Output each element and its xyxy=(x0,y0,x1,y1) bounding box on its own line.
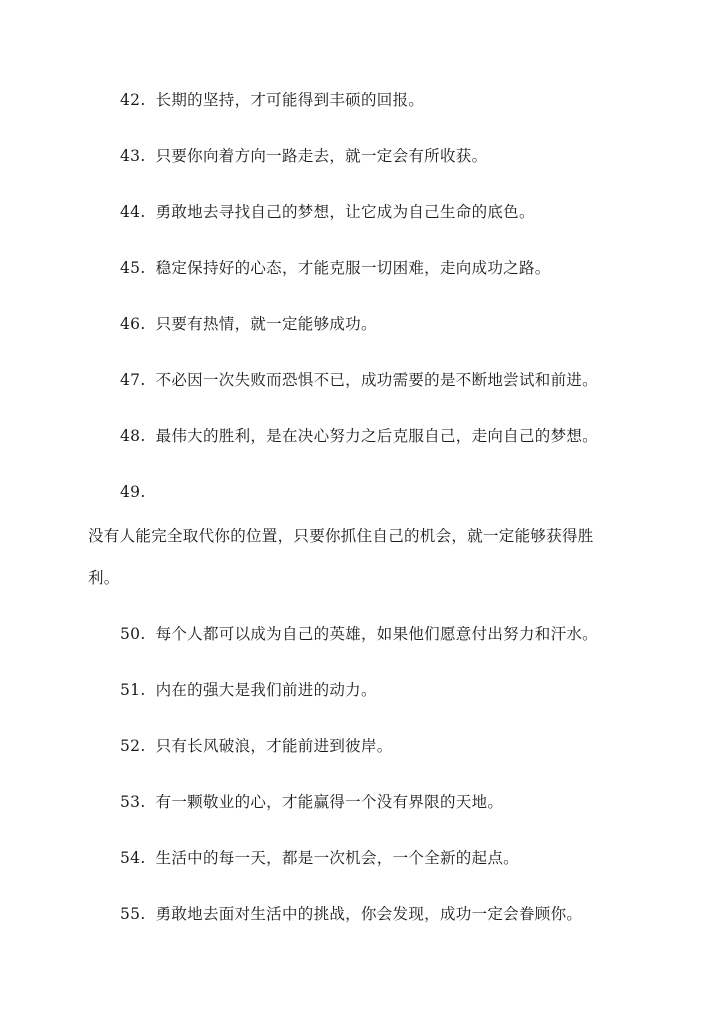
item-text: 只要有热情，就一定能够成功。 xyxy=(155,315,377,333)
item-number: 46. xyxy=(120,315,146,333)
item-number: 45. xyxy=(120,259,146,277)
item-text: 勇敢地去寻找自己的梦想，让它成为自己生命的底色。 xyxy=(155,203,535,221)
item-text: 不必因一次失败而恐惧不已，成功需要的是不断地尝试和前进。 xyxy=(155,371,598,389)
item-text: 勇敢地去面对生活中的挑战，你会发现，成功一定会眷顾你。 xyxy=(155,905,583,923)
item-number: 49. xyxy=(120,483,146,501)
list-item xyxy=(120,314,377,334)
item-number: 55. xyxy=(120,905,146,923)
list-item xyxy=(120,848,519,868)
list-item-wrapped-line-2: 利。 xyxy=(88,569,120,587)
list-item xyxy=(120,146,487,166)
list-item xyxy=(120,90,424,110)
item-number: 50. xyxy=(120,625,146,643)
list-item xyxy=(120,904,582,924)
item-text: 生活中的每一天，都是一次机会，一个全新的起点。 xyxy=(155,849,519,867)
item-text: 有一颗敬业的心，才能赢得一个没有界限的天地。 xyxy=(155,793,504,811)
list-item xyxy=(120,624,598,644)
item-number: 44. xyxy=(120,203,146,221)
item-number: 47. xyxy=(120,371,146,389)
item-text: 只要你向着方向一路走去，就一定会有所收获。 xyxy=(155,147,488,165)
item-text: 最伟大的胜利，是在决心努力之后克服自己，走向自己的梦想。 xyxy=(155,427,598,445)
list-item xyxy=(120,202,535,222)
item-number: 48. xyxy=(120,427,146,445)
list-item-wrapped-line-1: 没有人能完全取代你的位置，只要你抓住自己的机会，就一定能够获得胜 xyxy=(88,527,594,545)
list-item xyxy=(120,370,598,390)
list-item xyxy=(120,680,377,700)
item-number: 43. xyxy=(120,147,146,165)
item-text: 稳定保持好的心态，才能克服一切困难，走向成功之路。 xyxy=(155,259,551,277)
list-item xyxy=(120,258,551,278)
item-number: 54. xyxy=(120,849,146,867)
item-text: 每个人都可以成为自己的英雄，如果他们愿意付出努力和汗水。 xyxy=(155,625,598,643)
item-text: 长期的坚持，才可能得到丰硕的回报。 xyxy=(155,91,425,109)
item-text: 内在的强大是我们前进的动力。 xyxy=(155,681,377,699)
list-item-number-only xyxy=(120,482,156,502)
item-number: 53. xyxy=(120,793,146,811)
list-item xyxy=(120,736,393,756)
item-text: 只有长风破浪，才能前进到彼岸。 xyxy=(155,737,393,755)
item-number: 52. xyxy=(120,737,146,755)
list-item xyxy=(120,792,503,812)
item-number: 42. xyxy=(120,91,146,109)
item-number: 51. xyxy=(120,681,146,699)
list-item xyxy=(120,426,598,446)
